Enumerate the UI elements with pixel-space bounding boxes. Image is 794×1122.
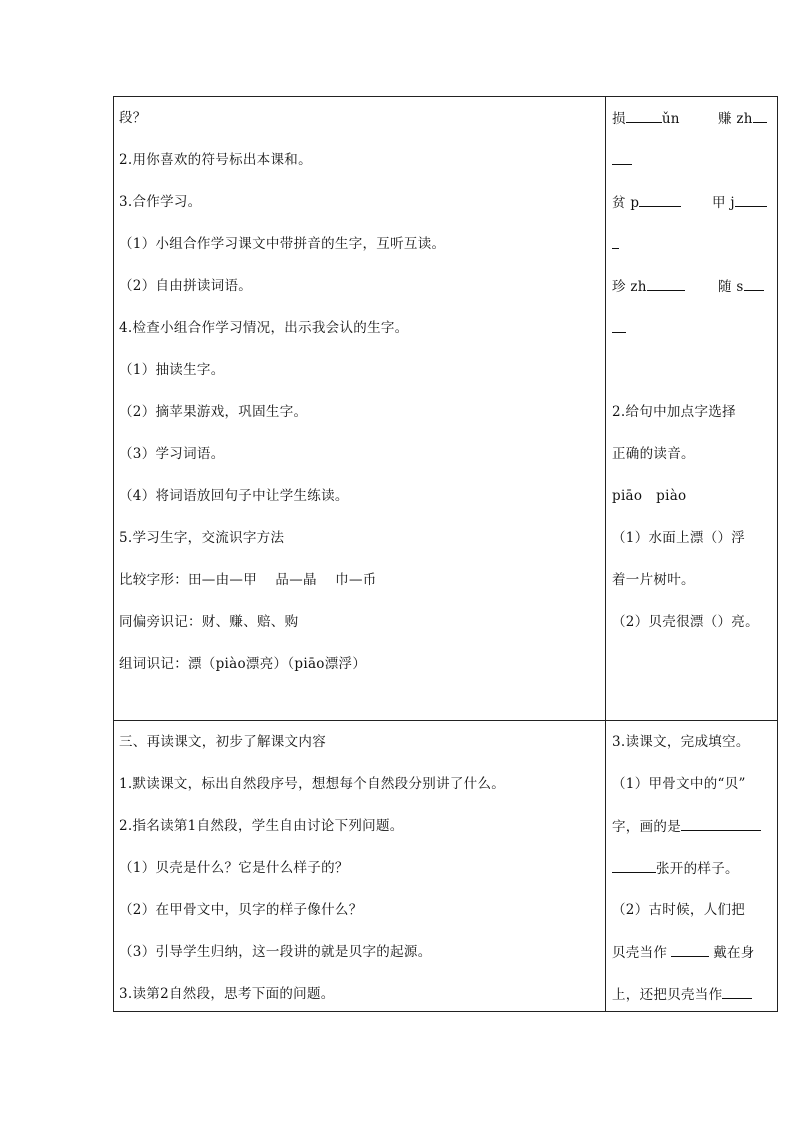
text-line: 同偏旁识记：财、赚、赔、购 bbox=[119, 614, 299, 630]
text-line: 1.默读课文，标出自然段序号，想想每个自然段分别讲了什么。 bbox=[119, 776, 506, 792]
answer-blank[interactable] bbox=[626, 110, 662, 123]
char-label: 赚 zh bbox=[718, 111, 753, 127]
fill-prefix: 贝壳当作 bbox=[612, 945, 668, 961]
question-text: （1）甲骨文中的“贝” bbox=[612, 776, 746, 792]
text-line: 2.用你喜欢的符号标出本课和。 bbox=[119, 152, 312, 168]
lesson-table bbox=[113, 96, 778, 1012]
pinyin-options: piāo piào bbox=[612, 488, 687, 504]
answer-blank[interactable] bbox=[671, 944, 709, 957]
text-line: 比较字形：田—由—甲 品—晶 巾—币 bbox=[119, 572, 377, 588]
char-label: 甲 j bbox=[712, 195, 735, 211]
text-line: 段？ bbox=[119, 110, 147, 126]
fill-prefix: 字，画的是 bbox=[612, 819, 681, 835]
text-line: （3）引导学生归纳，这一段讲的就是贝字的起源。 bbox=[119, 944, 432, 960]
text-line: （2）在甲骨文中，贝字的样子像什么？ bbox=[119, 902, 363, 918]
pinyin-fill-row bbox=[712, 194, 767, 211]
answer-blank[interactable] bbox=[639, 194, 681, 207]
pinyin-fill-row bbox=[612, 278, 685, 295]
text-line: （4）将词语放回句子中让学生练读。 bbox=[119, 488, 349, 504]
fill-row bbox=[612, 944, 755, 961]
sentence-text: （1）水面上漂（）浮 bbox=[612, 530, 746, 546]
sentence-text: 着一片树叶。 bbox=[612, 572, 695, 588]
text-line: 4.检查小组合作学习情况，出示我会认的生字。 bbox=[119, 320, 409, 336]
text-line: （2）自由拼读词语。 bbox=[119, 278, 253, 294]
left-top-cell bbox=[114, 97, 605, 720]
right-bottom-cell bbox=[606, 721, 778, 1011]
answer-blank[interactable] bbox=[612, 236, 619, 249]
blank-continuation bbox=[612, 236, 619, 253]
pinyin-fill-row bbox=[718, 278, 764, 295]
text-line: 2.指名读第1自然段，学生自由讨论下列问题。 bbox=[119, 818, 404, 834]
text-line: （1）抽读生字。 bbox=[119, 362, 225, 378]
fill-suffix: 张开的样子。 bbox=[656, 861, 739, 877]
fill-prefix: 上，还把贝壳当作 bbox=[612, 987, 723, 1003]
left-bottom-cell bbox=[114, 721, 605, 1011]
pinyin-fill-row bbox=[718, 110, 767, 127]
char-label: 随 s bbox=[718, 279, 744, 295]
char-label: 损 bbox=[612, 111, 626, 127]
text-line: 组词识记：漂（piào漂亮）（piāo漂浮） bbox=[119, 656, 367, 672]
answer-blank[interactable] bbox=[722, 986, 752, 999]
text-line: （2）摘苹果游戏，巩固生字。 bbox=[119, 404, 308, 420]
text-line: 3.合作学习。 bbox=[119, 194, 202, 210]
text-line: （1）贝壳是什么？它是什么样子的？ bbox=[119, 860, 349, 876]
blank-continuation bbox=[612, 152, 632, 169]
text-line: 三、再读课文，初步了解课文内容 bbox=[119, 734, 326, 750]
answer-blank[interactable] bbox=[647, 278, 685, 291]
blank-continuation bbox=[612, 320, 626, 337]
fill-row bbox=[612, 860, 739, 877]
char-label: 贫 p bbox=[612, 195, 640, 211]
pinyin-tail: ǔn bbox=[661, 111, 680, 127]
text-line: （1）小组合作学习课文中带拼音的生字，互听互读。 bbox=[119, 236, 446, 252]
answer-blank[interactable] bbox=[744, 278, 764, 291]
answer-blank[interactable] bbox=[753, 110, 767, 123]
answer-blank[interactable] bbox=[735, 194, 767, 207]
right-top-cell bbox=[606, 97, 778, 720]
pinyin-fill-row bbox=[612, 194, 681, 211]
fill-suffix: 戴在身 bbox=[713, 945, 755, 961]
answer-blank[interactable] bbox=[681, 818, 761, 831]
fill-row bbox=[612, 986, 752, 1003]
question-text: 3.读课文，完成填空。 bbox=[612, 734, 750, 750]
answer-blank[interactable] bbox=[612, 320, 626, 333]
question-text: 2.给句中加点字选择 bbox=[612, 404, 736, 420]
question-text: （2）古时候，人们把 bbox=[612, 902, 746, 918]
text-line: 5.学习生字，交流识字方法 bbox=[119, 530, 285, 546]
text-line: （3）学习词语。 bbox=[119, 446, 225, 462]
char-label: 珍 zh bbox=[612, 279, 647, 295]
sentence-text: （2）贝壳很漂（）亮。 bbox=[612, 614, 759, 630]
text-line: 3.读第2自然段，思考下面的问题。 bbox=[119, 986, 335, 1002]
fill-row bbox=[612, 818, 761, 835]
answer-blank[interactable] bbox=[612, 152, 632, 165]
pinyin-fill-row bbox=[612, 110, 680, 127]
answer-blank[interactable] bbox=[612, 860, 656, 873]
question-text: 正确的读音。 bbox=[612, 446, 695, 462]
